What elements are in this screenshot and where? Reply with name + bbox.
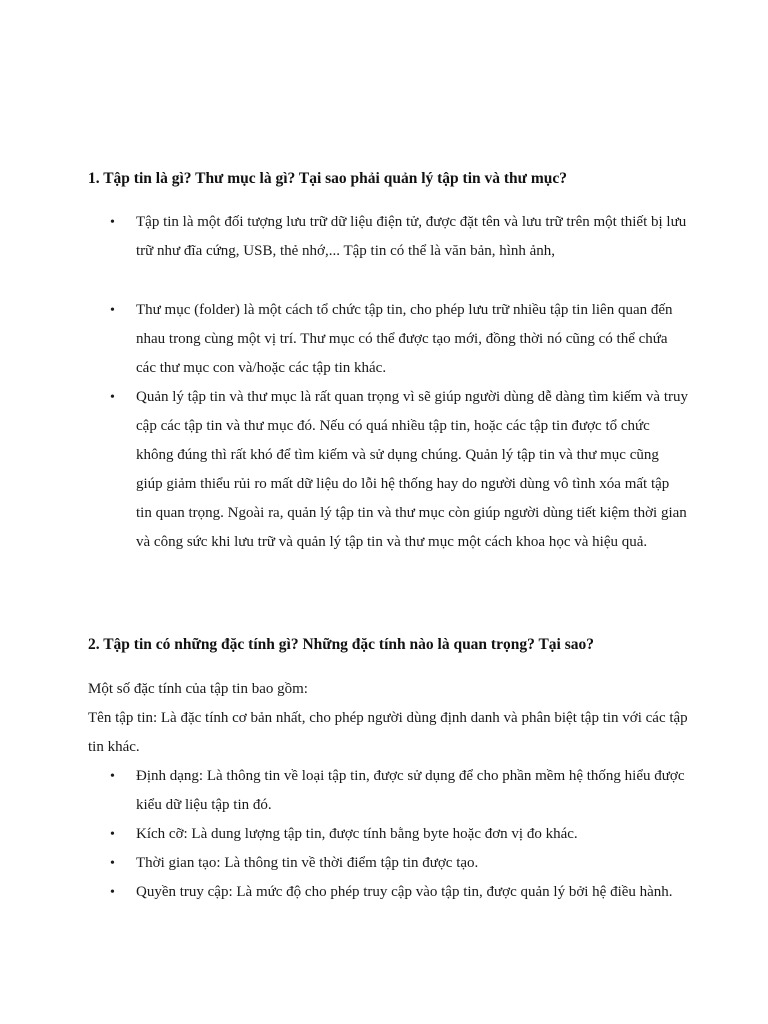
bullet-icon: •	[110, 303, 115, 318]
list-item	[88, 383, 688, 557]
list-item-text: Thư mục (folder) là một cách tổ chức tập tin, cho phép lưu trữ nhiều tập tin liên quan đến nhau trong cùng một vị trí. Thư mục có thể được tạo mới, đồng thời nó cũng có thể chứa các thư mục con và/hoặc các tập tin khác.	[136, 302, 673, 376]
list-item	[88, 208, 688, 266]
section-2-intro: Một số đặc tính của tập tin bao gồm:	[88, 681, 308, 697]
section-1-bullet-list	[88, 208, 688, 557]
list-item-text: Kích cỡ: Là dung lượng tập tin, được tính bằng byte hoặc đơn vị đo khác.	[136, 826, 578, 842]
section-1-heading: 1. Tập tin là gì? Thư mục là gì? Tại sao phải quản lý tập tin và thư mục?	[88, 170, 567, 187]
bullet-icon: •	[110, 390, 115, 405]
list-item	[88, 820, 688, 849]
section-2-heading: 2. Tập tin có những đặc tính gì? Những đặc tính nào là quan trọng? Tại sao?	[88, 636, 594, 653]
bullet-icon: •	[110, 827, 115, 842]
file-name-property: Tên tập tin: Là đặc tính cơ bản nhất, cho phép người dùng định danh và phân biệt tập tin với các tập tin khác.	[88, 710, 688, 755]
bullet-icon: •	[110, 856, 115, 871]
bullet-icon: •	[110, 885, 115, 900]
bullet-icon: •	[110, 769, 115, 784]
list-item-text: Thời gian tạo: Là thông tin về thời điểm tập tin được tạo.	[136, 855, 479, 871]
list-item	[88, 296, 688, 383]
list-item	[88, 878, 688, 907]
list-item-text: Quản lý tập tin và thư mục là rất quan trọng vì sẽ giúp người dùng dễ dàng tìm kiếm và truy cập các tập tin và thư mục đó. Nếu có quá nhiều tập tin, hoặc các tập tin được tổ chức không đúng thì rất khó để tìm kiếm và sử dụng chúng. Quản lý tập tin và thư mục cũng giúp giảm thiểu rủi ro mất dữ liệu do lỗi hệ thống hay do người dùng vô tình xóa mất tập tin quan trọng. Ngoài ra, quản lý tập tin và thư mục còn giúp người dùng tiết kiệm thời gian và công sức khi lưu trữ và quản lý tập tin và thư mục một cách khoa học và hiệu quả.	[136, 389, 689, 550]
list-item	[88, 762, 688, 820]
section-2-bullet-list	[88, 762, 688, 907]
list-item-text: Tập tin là một đối tượng lưu trữ dữ liệu điện tử, được đặt tên và lưu trữ trên một thiết bị lưu trữ như đĩa cứng, USB, thẻ nhớ,... Tập tin có thể là văn bản, hình ảnh,	[136, 214, 687, 259]
list-item-text: Quyền truy cập: Là mức độ cho phép truy cập vào tập tin, được quản lý bởi hệ điều hành.	[136, 884, 673, 900]
bullet-icon: •	[110, 215, 115, 230]
list-item	[88, 849, 688, 878]
list-item-text: Định dạng: Là thông tin về loại tập tin, được sử dụng để cho phần mềm hệ thống hiểu được kiểu dữ liệu tập tin đó.	[136, 768, 685, 813]
